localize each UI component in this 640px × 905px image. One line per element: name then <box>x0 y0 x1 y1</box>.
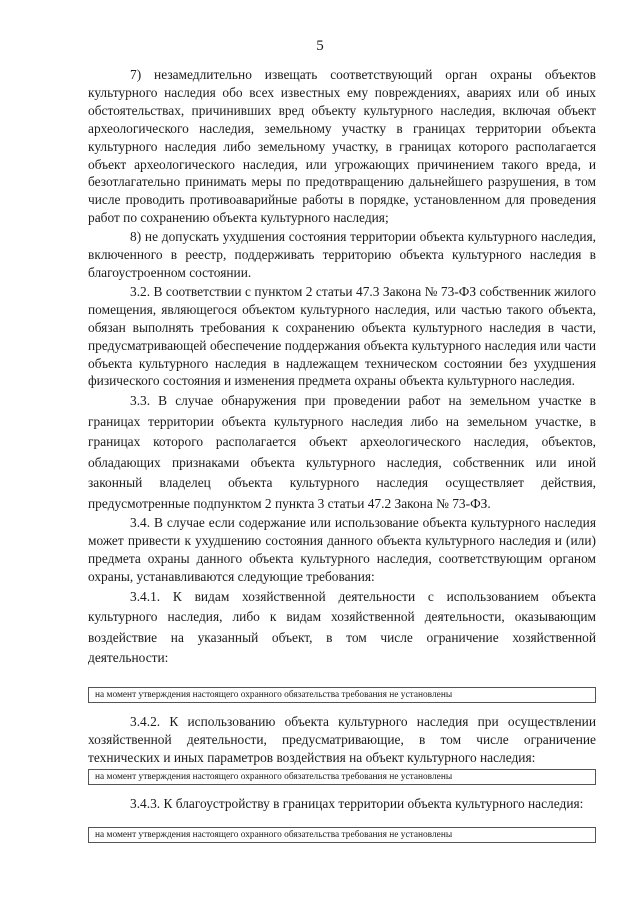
paragraph-3-2: 3.2. В соответствии с пунктом 2 статьи 47.3 Закона № 73-ФЗ собственник жилого помещения, являющегося объектом культурного наследия, или частью такого объекта, обязан выполнять требования к сохранению объекта культурного наследия в части, предусматривающей обеспечение поддержания объекта культурного наследия или части объекта культурного наследия в надлежащем техническом состоянии без ухудшения физического состояния и изменения предмета охраны объекта культурного наследия. <box>88 283 596 389</box>
requirements-field-3-4-3: на момент утверждения настоящего охранного обязательства требования не установлены <box>88 827 596 843</box>
paragraph-3-4-3: 3.4.3. К благоустройству в границах территории объекта культурного наследия: <box>130 795 584 811</box>
paragraph-7: 7) незамедлительно извещать соответствующий орган охраны объектов культурного наследия обо всех известных ему повреждениях, авариях или об иных обстоятельствах, причинивших вред объекту культурного наследия, включая объект археологического наследия, земельному участку в границах территории объекта культурного наследия либо земельному участку, в границах которого располагается объект археологического наследия, или угрожающих причинением такого вреда, и безотлагательно принимать меры по предотвращению дальнейшего разрушения, в том числе проводить противоаварийные работы в порядке, установленном для проведения работ по сохранению объекта культурного наследия; <box>88 67 596 226</box>
paragraph-3-3: 3.3. В случае обнаружения при проведении работ на земельном участке в границах территории объекта культурного наследия либо на земельном участке, в границах которого располагается объект археологического наследия, объектов, обладающих признаками объекта культурного наследия, собственник или иной законный владелец объекта культурного наследия осуществляет действия, предусмотренные подпунктом 2 пункта 3 статьи 47.2 Закона № 73-ФЗ. <box>88 393 596 511</box>
paragraph-8: 8) не допускать ухудшения состояния территории объекта культурного наследия, включенного в реестр, поддерживать территорию объекта культурного наследия в благоустроенном состоянии. <box>88 229 596 280</box>
document-body <box>88 66 596 843</box>
paragraph-3-4-1: 3.4.1. К видам хозяйственной деятельности с использованием объекта культурного наследия, либо к видам хозяйственной деятельности, оказывающим воздействие на указанный объект, в том числе ограничение хозяйственной деятельности: <box>88 588 596 666</box>
paragraph-3-4: 3.4. В случае если содержание или использование объекта культурного наследия может привести к ухудшению состояния данного объекта культурного наследия и (или) предмета охраны данного объекта культурного наследия, соответствующим органом охраны, устанавливаются следующие требования: <box>88 515 596 585</box>
requirements-field-3-4-1: на момент утверждения настоящего охранного обязательства требования не установлены <box>88 687 596 703</box>
requirements-field-3-4-2: на момент утверждения настоящего охранного обязательства требования не установлены <box>88 769 596 785</box>
page-number: 5 <box>316 38 324 54</box>
paragraph-3-4-2: 3.4.2. К использованию объекта культурного наследия при осуществлении хозяйственной деятельности, предусматривающие, в том числе ограничение технических и иных параметров воздействия на объект культурного наследия: <box>88 713 596 765</box>
